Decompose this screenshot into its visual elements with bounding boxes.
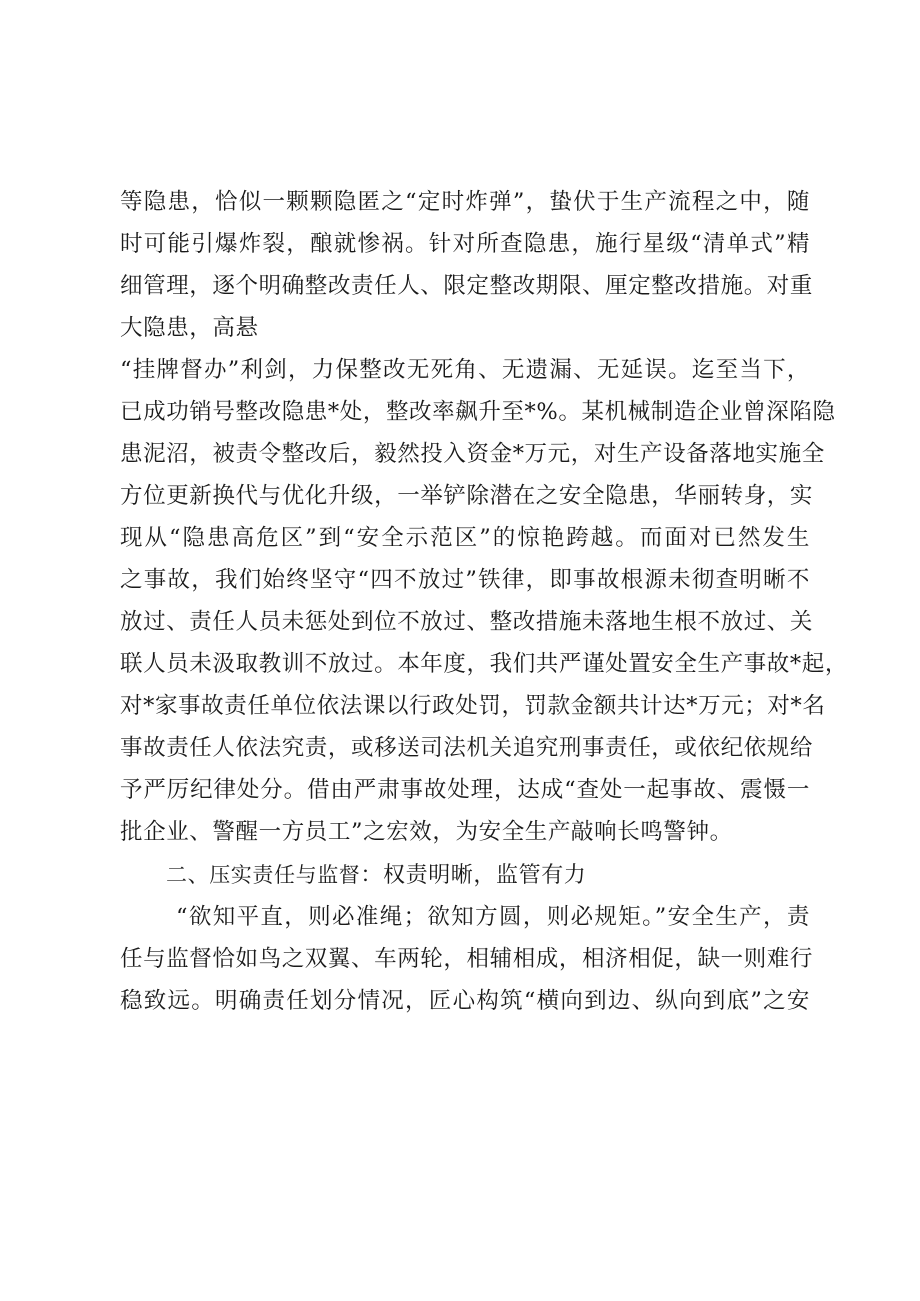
body-text-line: 等隐患，恰似一颗颗隐匿之“定时炸弹”，蛰伏于生产流程之中，随 (120, 189, 810, 215)
body-text-line: 事故责任人依法究责，或移送司法机关追究刑事责任，或依纪依规给 (120, 735, 814, 761)
body-text-line: 患泥沼，被责令整改后，毅然投入资金*万元，对生产设备落地实施全 (120, 441, 825, 467)
body-text-line: 时可能引爆炸裂，酿就惨祸。针对所查隐患，施行星级“清单式”精 (120, 231, 810, 257)
body-text-line: 之事故，我们始终坚守“四不放过”铁律，即事故根源未彻查明晰不 (120, 567, 810, 593)
section-heading-label: 二、压实责任与监督 (166, 863, 361, 887)
body-text-line: 对*家事故责任单位依法课以行政处罚，罚款金额共计达*万元；对*名 (120, 693, 826, 719)
section-heading (166, 860, 810, 891)
body-text-line: “欲知平直，则必准绳；欲知方圆，则必规矩。”安全生产，责 (176, 904, 810, 930)
body-text-line: 方位更新换代与优化升级，一举铲除潜在之安全隐患，华丽转身，实 (120, 483, 814, 509)
body-text-line: 大隐患，高悬 (120, 315, 259, 341)
body-text-line: 联人员未汲取教训不放过。本年度，我们共严谨处置安全生产事故*起， (120, 651, 848, 677)
section-heading-subtitle: ：权责明晰，监管有力 (360, 863, 587, 888)
body-text-line: 予严厉纪律处分。借由严肃事故处理，达成“查处一起事故、震慑一 (120, 777, 810, 803)
body-text-line: 放过、责任人员未惩处到位不放过、整改措施未落地生根不放过、关 (120, 609, 814, 635)
body-text-line: 任与监督恰如鸟之双翼、车两轮，相辅相成，相济相促，缺一则难行 (120, 946, 814, 972)
body-text-line: 现从“隐患高危区”到“安全示范区”的惊艳跨越。而面对已然发生 (120, 525, 810, 551)
body-text-line: “挂牌督办”利剑，力保整改无死角、无遗漏、无延误。迄至当下， (120, 357, 810, 383)
body-text-line: 稳致远。明确责任划分情况，匠心构筑“横向到边、纵向到底”之安 (120, 988, 810, 1014)
body-text-line: 已成功销号整改隐患*处，整改率飙升至*%。某机械制造企业曾深陷隐 (120, 399, 836, 425)
body-text-line: 批企业、警醒一方员工”之宏效，为安全生产敲响长鸣警钟。 (120, 819, 733, 845)
body-text-line: 细管理，逐个明确整改责任人、限定整改期限、厘定整改措施。对重 (120, 273, 814, 299)
